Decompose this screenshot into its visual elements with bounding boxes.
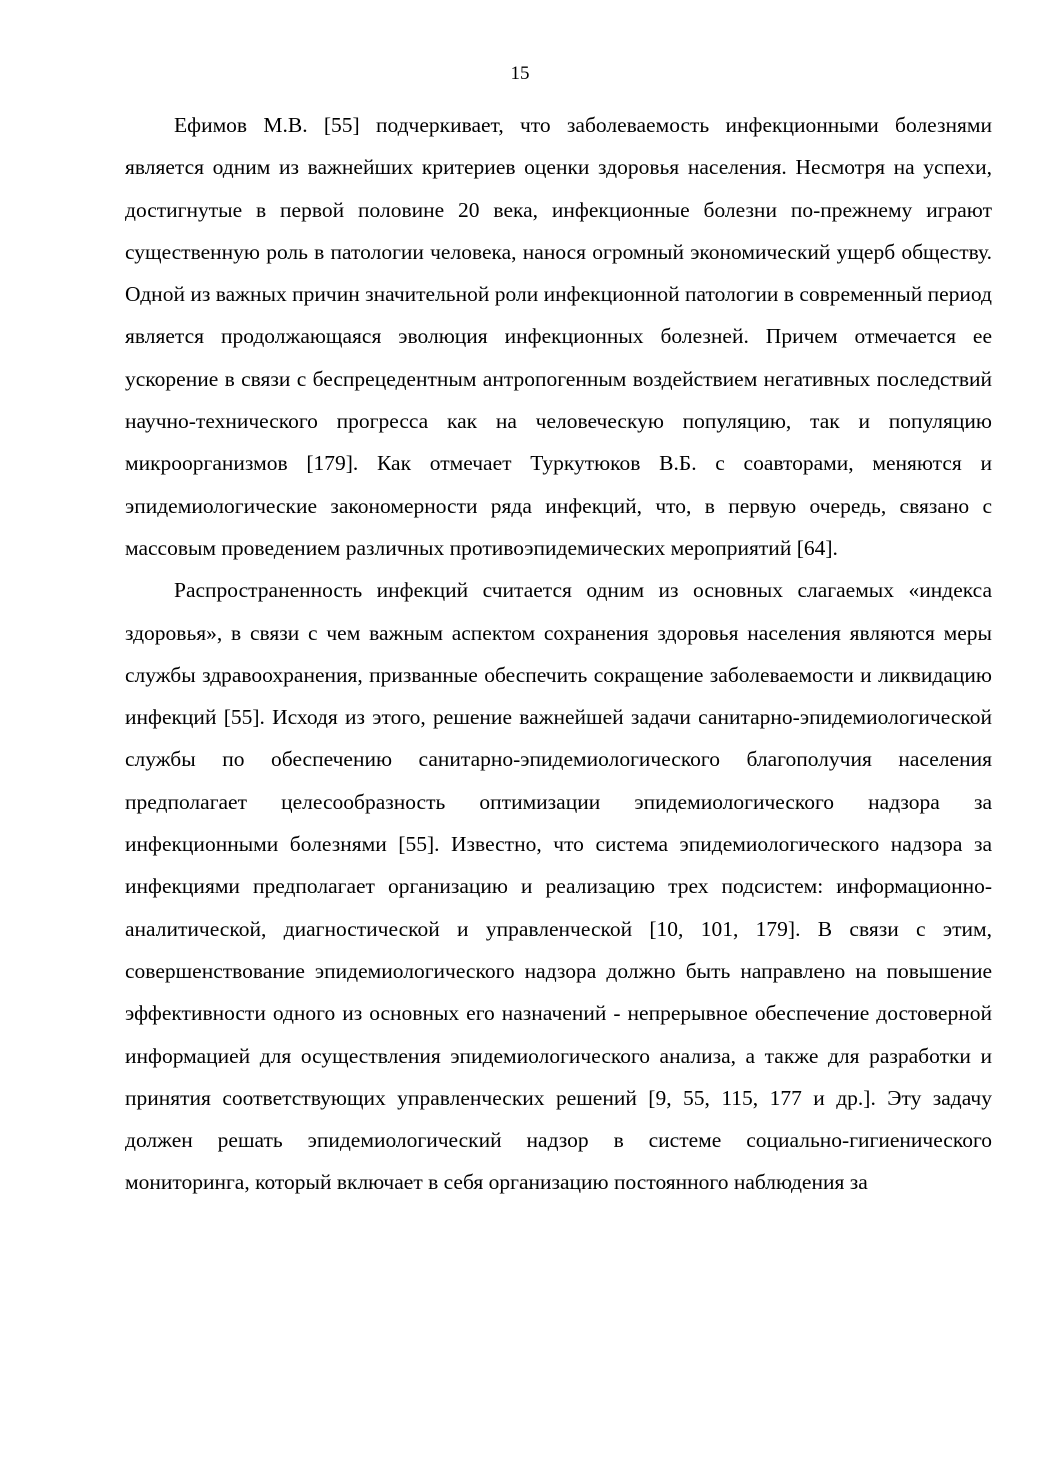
page-number: 15 bbox=[510, 63, 530, 84]
paragraph-1: Ефимов М.В. [55] подчеркивает, что заболеваемость инфекционными болезнями является одним из важнейших критериев оценки здоровья населения. Несмотря на успехи, достигнутые в первой половине 20 века, инфекционные болезни по-прежнему играют существенную роль в патологии человека, нанося огромный экономический ущерб обществу. Одной из важных причин значительной роли инфекционной патологии в современный период является продолжающаяся эволюция инфекционных болезней. Причем отмечается ее ускорение в связи с беспрецедентным антропогенным воздействием негативных последствий научно-технического прогресса как на человеческую популяцию, так и популяцию микроорганизмов [179]. Как отмечает Туркутюков В.Б. с соавторами, меняются и эпидемиологические закономерности ряда инфекций, что, в первую очередь, связано с массовым проведением различных противоэпидемических мероприятий [64]. bbox=[125, 113, 992, 560]
paragraph-2: Распространенность инфекций считается одним из основных слагаемых «индекса здоровья», в связи с чем важным аспектом сохранения здоровья населения являются меры службы здравоохранения, призванные обеспечить сокращение заболеваемости и ликвидацию инфекций [55]. Исходя из этого, решение важнейшей задачи санитарно-эпидемиологической службы по обеспечению санитарно-эпидемиологического благополучия населения предполагает целесообразность оптимизации эпидемиологического надзора за инфекционными болезнями [55]. Известно, что система эпидемиологического надзора за инфекциями предполагает организацию и реализацию трех подсистем: информационно-аналитической, диагностической и управленческой [10, 101, 179]. В связи с этим, совершенствование эпидемиологического надзора должно быть направлено на повышение эффективности одного из основных его назначений - непрерывное обеспечение достоверной информацией для осуществления эпидемиологического анализа, а также для разработки и принятия соответствующих управленческих решений [9, 55, 115, 177 и др.]. Эту задачу должен решать эпидемиологический надзор в системе социально-гигиенического мониторинга, который включает в себя организацию постоянного наблюдения за bbox=[125, 578, 992, 1195]
body-text bbox=[125, 104, 992, 1204]
